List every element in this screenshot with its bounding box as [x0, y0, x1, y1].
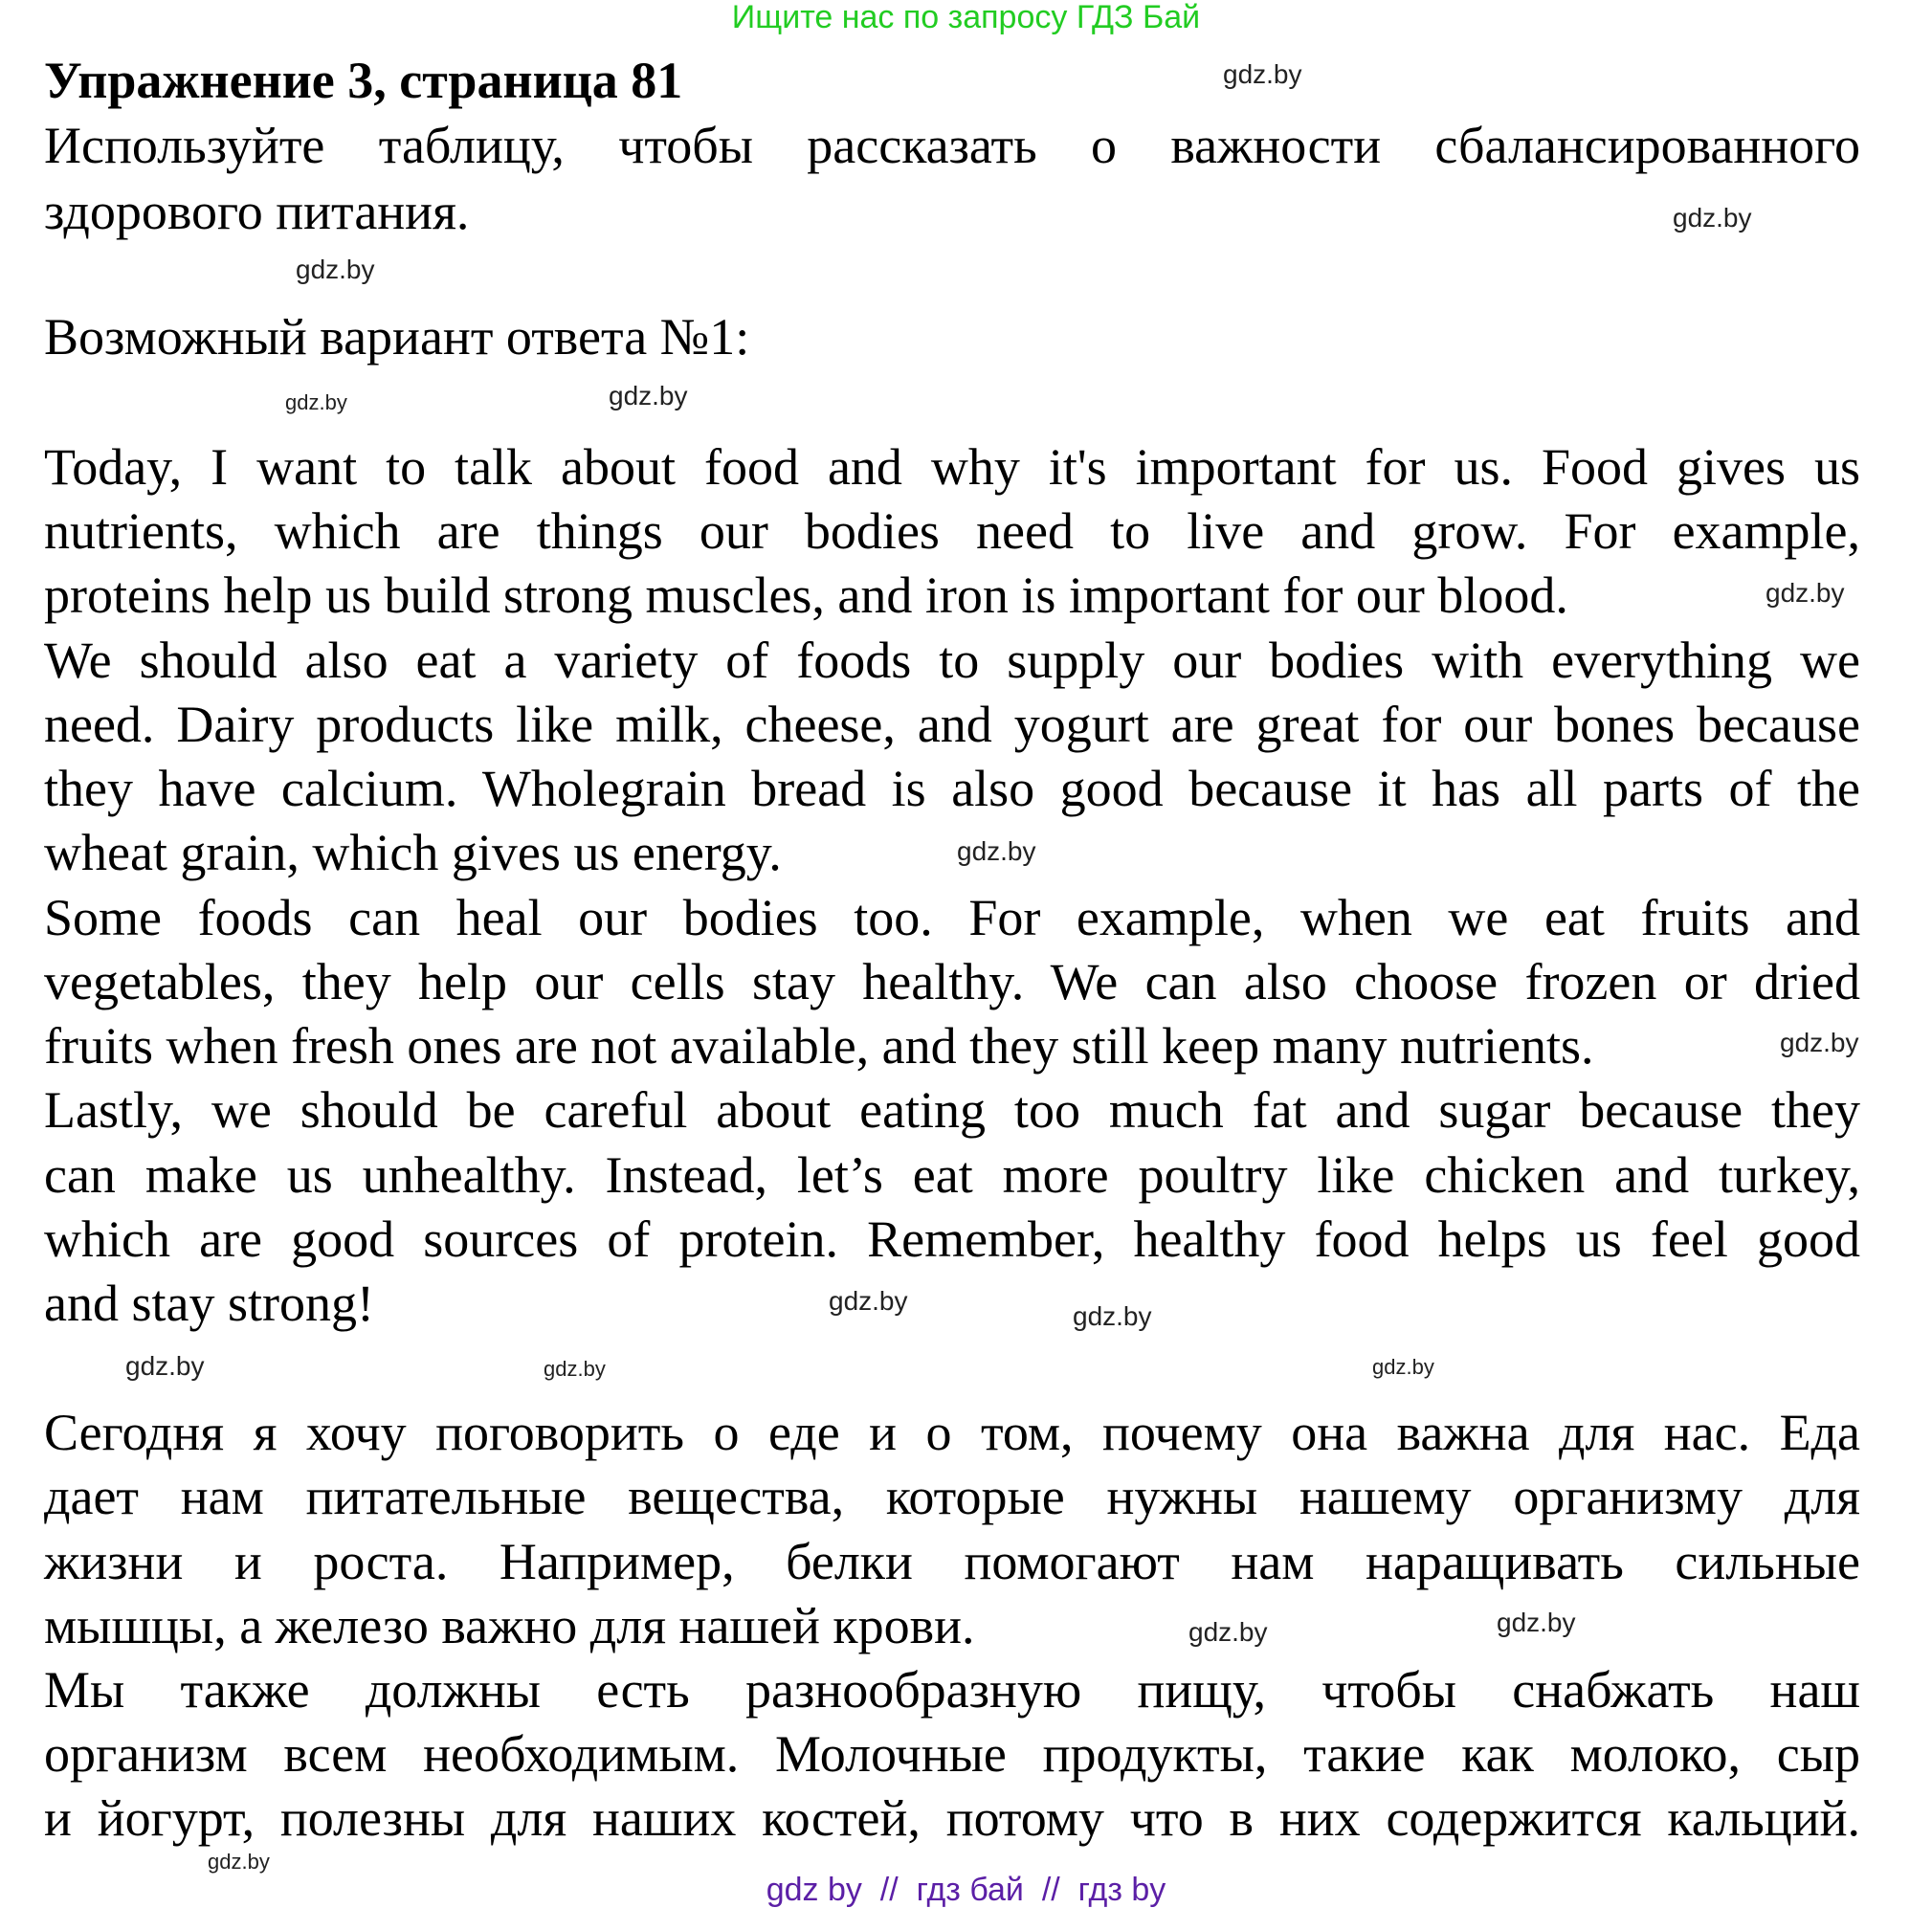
russian-line: и йогурт, полезны для наших костей, потому что в них содержится кальций.	[44, 1789, 1860, 1847]
watermark: gdz.by	[1497, 1608, 1576, 1637]
watermark: gdz.by	[1765, 578, 1845, 608]
task-line: Используйте таблицу, чтобы рассказать о важности сбалансированного	[44, 117, 1860, 174]
watermark: gdz.by	[1073, 1301, 1152, 1331]
russian-line: мышцы, а железо важно для нашей крови.	[44, 1597, 975, 1654]
watermark: gdz.by	[544, 1357, 606, 1381]
english-line: need. Dairy products like milk, cheese, and yogurt are great for our bones because	[44, 696, 1860, 753]
english-line: We should also eat a variety of foods to supply our bodies with everything we	[44, 632, 1860, 689]
watermark: gdz.by	[1780, 1028, 1859, 1057]
watermark: gdz.by	[208, 1850, 270, 1874]
russian-line: жизни и роста. Например, белки помогают нам наращивать сильные	[44, 1533, 1860, 1590]
watermark: gdz.by	[1372, 1355, 1434, 1379]
watermark: gdz.by	[285, 390, 347, 414]
watermark: gdz.by	[609, 381, 688, 410]
english-line: fruits when fresh ones are not available, and they still keep many nutrients.	[44, 1017, 1594, 1075]
english-line: nutrients, which are things our bodies need to live and grow. For example,	[44, 502, 1860, 560]
watermark: gdz.by	[125, 1351, 205, 1381]
russian-line: Мы также должны есть разнообразную пищу, чтобы снабжать наш	[44, 1661, 1860, 1719]
russian-line: дает нам питательные вещества, которые нужны нашему организму для	[44, 1468, 1860, 1525]
watermark: gdz.by	[829, 1286, 908, 1316]
english-line: and stay strong!	[44, 1275, 374, 1332]
english-line: can make us unhealthy. Instead, let’s eat more poultry like chicken and turkey,	[44, 1146, 1860, 1204]
english-line: vegetables, they help our cells stay healthy. We can also choose frozen or dried	[44, 953, 1860, 1010]
english-line: they have calcium. Wholegrain bread is also good because it has all parts of the	[44, 760, 1860, 817]
watermark: gdz.by	[957, 836, 1036, 866]
english-line: Lastly, we should be careful about eating too much fat and sugar because they	[44, 1081, 1860, 1139]
watermark: gdz.by	[1673, 203, 1752, 233]
english-line: which are good sources of protein. Remember, healthy food helps us feel good	[44, 1210, 1860, 1268]
answer-label: Возможный вариант ответа №1:	[44, 308, 750, 366]
english-line: Today, I want to talk about food and why it's important for us. Food gives us	[44, 438, 1860, 496]
watermark: gdz.by	[296, 255, 375, 284]
english-line: Some foods can heal our bodies too. For example, when we eat fruits and	[44, 889, 1860, 946]
watermark: gdz.by	[1223, 59, 1302, 89]
task-line: здорового питания.	[44, 183, 470, 240]
russian-line: Сегодня я хочу поговорить о еде и о том, почему она важна для нас. Еда	[44, 1404, 1860, 1461]
russian-line: организм всем необходимым. Молочные продукты, такие как молоко, сыр	[44, 1725, 1860, 1783]
english-line: wheat grain, which gives us energy.	[44, 824, 782, 881]
english-line: proteins help us build strong muscles, and iron is important for our blood.	[44, 566, 1568, 624]
search-banner: Ищите нас по запросу ГДЗ Бай	[731, 0, 1201, 35]
footer-banner: gdz by // гдз бай // гдз by	[766, 1872, 1166, 1908]
exercise-title: Упражнение 3, страница 81	[44, 52, 683, 109]
watermark: gdz.by	[1188, 1617, 1268, 1647]
